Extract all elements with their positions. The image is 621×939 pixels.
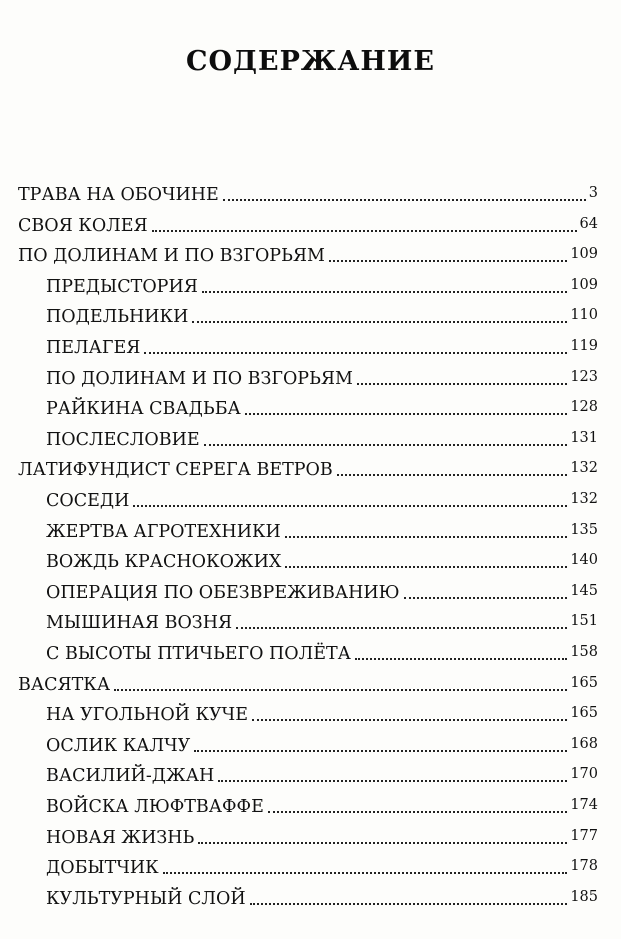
toc-entry (46, 513, 598, 543)
toc-entry-page-number: 140 (570, 552, 598, 568)
toc-entry-title: ОСЛИК КАЛЧУ (46, 736, 191, 756)
toc-entry-page-number: 132 (570, 460, 598, 476)
page-title: СОДЕРЖАНИЕ (186, 46, 435, 77)
toc-entry (18, 666, 598, 696)
toc-entry-title: ЖЕРТВА АГРОТЕХНИКИ (46, 522, 281, 542)
dot-leader (198, 842, 567, 844)
dot-leader (163, 872, 568, 874)
toc-entry (18, 176, 598, 206)
toc-entry-page-number: 158 (570, 644, 598, 660)
toc-entry-page-number: 168 (570, 736, 598, 752)
toc-entry-title: РАЙКИНА СВАДЬБА (46, 399, 241, 419)
toc-entry-title: ЛАТИФУНДИСТ СЕРЕГА ВЕТРОВ (18, 460, 333, 480)
toc-entry-title: ПЕЛАГЕЯ (46, 338, 141, 358)
toc-entry (18, 207, 598, 237)
dot-leader (204, 444, 568, 446)
toc-entry-title: НОВАЯ ЖИЗНЬ (46, 828, 195, 848)
toc-entry (18, 237, 598, 267)
dot-leader (114, 689, 567, 691)
dot-leader (194, 750, 567, 752)
toc-entry (46, 696, 598, 726)
toc-entry (46, 880, 598, 910)
toc-entry (46, 421, 598, 451)
toc-entry-page-number: 109 (570, 246, 598, 262)
dot-leader (223, 199, 586, 201)
toc-entry-page-number: 128 (570, 399, 598, 415)
toc-entry (46, 543, 598, 573)
toc-entry-page-number: 174 (570, 797, 598, 813)
toc-entry (46, 788, 598, 818)
dot-leader (355, 658, 567, 660)
toc-entry-title: ДОБЫТЧИК (46, 858, 159, 878)
dot-leader (250, 903, 568, 905)
toc-entry (46, 298, 598, 328)
toc-entry (46, 849, 598, 879)
toc-entry (46, 635, 598, 665)
dot-leader (202, 291, 567, 293)
toc-entry-title: ПО ДОЛИНАМ И ПО ВЗГОРЬЯМ (46, 369, 353, 389)
toc-entry-page-number: 132 (570, 491, 598, 507)
dot-leader (337, 474, 568, 476)
toc-entry-title: С ВЫСОТЫ ПТИЧЬЕГО ПОЛЁТА (46, 644, 351, 664)
dot-leader (152, 230, 577, 232)
toc-entry-title: ВАСИЛИЙ-ДЖАН (46, 766, 215, 786)
toc-entry-title: ОПЕРАЦИЯ ПО ОБЕЗВРЕЖИВАНИЮ (46, 583, 400, 603)
toc-entry-title: ВАСЯТКА (18, 675, 111, 695)
toc-entry (46, 268, 598, 298)
toc-entry-page-number: 64 (579, 216, 598, 232)
toc-entry (18, 451, 598, 481)
toc-entry-title: ВОЖДЬ КРАСНОКОЖИХ (46, 552, 282, 572)
toc-entry (46, 604, 598, 634)
toc-entry-page-number: 119 (570, 338, 598, 354)
toc-entry (46, 819, 598, 849)
toc-entry-title: ПОДЕЛЬНИКИ (46, 307, 189, 327)
toc-entry-title: ВОЙСКА ЛЮФТВАФФЕ (46, 797, 264, 817)
dot-leader (357, 383, 567, 385)
dot-leader (285, 566, 567, 568)
toc-entry-page-number: 177 (570, 828, 598, 844)
toc-entry-page-number: 178 (570, 858, 598, 874)
toc-entry-title: ПРЕДЫСТОРИЯ (46, 277, 198, 297)
dot-leader (236, 627, 567, 629)
toc-entry-page-number: 185 (570, 889, 598, 905)
toc-entry (46, 574, 598, 604)
dot-leader (404, 597, 568, 599)
toc-entry-page-number: 109 (570, 277, 598, 293)
dot-leader (285, 536, 568, 538)
toc-entry-title: МЫШИНАЯ ВОЗНЯ (46, 613, 233, 633)
toc-entry-title: ПОСЛЕСЛОВИЕ (46, 430, 200, 450)
toc-entry-title: ТРАВА НА ОБОЧИНЕ (18, 185, 219, 205)
dot-leader (245, 413, 568, 415)
toc-entry-page-number: 131 (570, 430, 598, 446)
dot-leader (133, 505, 567, 507)
toc-entry-title: НА УГОЛЬНОЙ КУЧЕ (46, 705, 248, 725)
toc-entry (46, 757, 598, 787)
dot-leader (329, 260, 567, 262)
toc-entry (46, 360, 598, 390)
toc-entry (46, 482, 598, 512)
toc-entry-page-number: 3 (588, 185, 598, 201)
dot-leader (144, 352, 567, 354)
toc-entry-page-number: 145 (570, 583, 598, 599)
dot-leader (268, 811, 567, 813)
toc-entry-title: ПО ДОЛИНАМ И ПО ВЗГОРЬЯМ (18, 246, 325, 266)
toc-entry-title: СОСЕДИ (46, 491, 130, 511)
dot-leader (192, 321, 567, 323)
toc-entry (46, 390, 598, 420)
toc-entry (46, 329, 598, 359)
toc-entry-page-number: 151 (570, 613, 598, 629)
toc-entry-page-number: 165 (570, 705, 598, 721)
toc-entry-page-number: 110 (570, 307, 598, 323)
toc-entry-title: СВОЯ КОЛЕЯ (18, 216, 148, 236)
dot-leader (218, 780, 567, 782)
toc-entry-page-number: 123 (570, 369, 598, 385)
dot-leader (252, 719, 567, 721)
toc-entry (46, 727, 598, 757)
toc-entry-title: КУЛЬТУРНЫЙ СЛОЙ (46, 889, 246, 909)
toc-entry-page-number: 170 (570, 766, 598, 782)
toc-entry-page-number: 135 (570, 522, 598, 538)
toc-entry-page-number: 165 (570, 675, 598, 691)
